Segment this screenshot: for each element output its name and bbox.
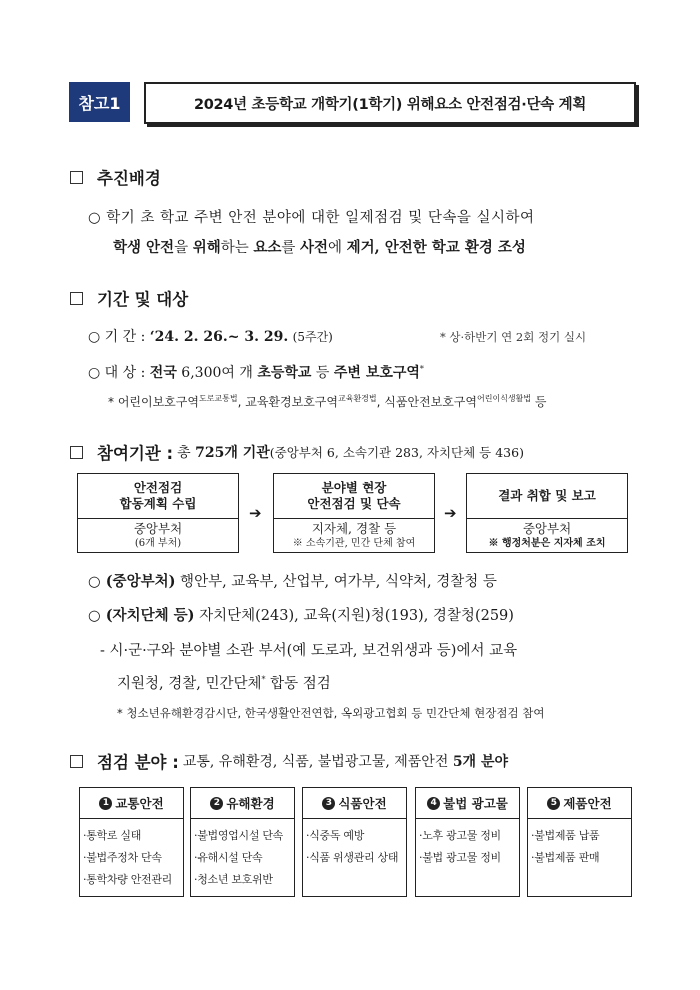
document-title: 2024년 초등학교 개학기(1학기) 위해요소 안전점검·단속 계획 xyxy=(144,82,636,124)
local-agencies-line: ○ (자치단체 등) 자치단체(243), 교육(지원)청(193), 경찰청(259) xyxy=(88,607,514,624)
period-line: ○ 기 간 : ‘24. 2. 26.~ 3. 29. (5주간) xyxy=(88,329,333,345)
field-box-food: 3 식품안전 ·식중독 예방 ·식품 위생관리 상태 xyxy=(302,787,407,897)
number-3-icon: 3 xyxy=(322,797,335,810)
list-item: ·노후 광고물 정비 xyxy=(419,829,501,842)
checkbox-square-icon xyxy=(70,446,83,459)
number-4-icon: 4 xyxy=(427,797,440,810)
list-item: ·식중독 예방 xyxy=(306,829,365,842)
list-item: ·통학차량 안전관리 xyxy=(83,873,173,886)
list-item: ·불법제품 판매 xyxy=(531,851,600,864)
arrow-right-icon: ➔ xyxy=(444,504,457,522)
central-agencies-line: ○ (중앙부처) 행안부, 교육부, 산업부, 여가부, 식약처, 경찰청 등 xyxy=(88,573,497,590)
section-agencies xyxy=(70,440,524,464)
zone-note: * 어린이보호구역$^{도로교통법}$, 교육환경보호구역$^{교육환경법}$, 식품안전보호구역$^{어린이식생활법}$ 등 xyxy=(108,394,547,409)
field-box-product: 5 제품안전 ·불법제품 납품 ·불법제품 판매 xyxy=(527,787,632,897)
field-box-traffic: 1 교통안전 ·통학로 실태 ·불법주정차 단속 ·통학차량 안전관리 xyxy=(79,787,184,897)
civil-note: * 청소년유해환경감시단, 한국생활안전연합, 옥외광고협회 등 민간단체 현장점검 참여 xyxy=(117,706,545,720)
dash-line-1: - 시·군·구와 분야별 소관 부서(예 도로과, 보건위생과 등)에서 교육 xyxy=(100,643,518,659)
section-heading: 기간 및 대상 xyxy=(97,290,189,309)
section-heading: 참여기관 : xyxy=(97,444,174,463)
section-heading: 점검 분야 : xyxy=(97,753,179,772)
section-fields xyxy=(70,749,508,773)
number-1-icon: 1 xyxy=(99,797,112,810)
flow-step-report: 결과 취합 및 보고 중앙부처 ※ 행정처분은 지자체 조치 xyxy=(466,473,628,553)
checkbox-square-icon xyxy=(70,292,83,305)
list-item: ·식품 위생관리 상태 xyxy=(306,851,399,864)
number-2-icon: 2 xyxy=(210,797,223,810)
list-item: ·불법영업시설 단속 xyxy=(194,829,284,842)
checkbox-square-icon xyxy=(70,171,83,184)
reference-tag: 참고1 xyxy=(69,82,130,122)
background-line-2: 학생 안전을 위해하는 요소를 사전에 제거, 안전한 학교 환경 조성 xyxy=(113,239,526,256)
checkbox-square-icon xyxy=(70,755,83,768)
dash-line-2: 지원청, 경찰, 민간단체* 합동 점검 xyxy=(117,675,331,692)
list-item: ·불법 광고물 정비 xyxy=(419,851,501,864)
list-item: ·청소년 보호위반 xyxy=(194,873,273,886)
number-5-icon: 5 xyxy=(547,797,560,810)
background-line-1: ○ 학기 초 학교 주변 안전 분야에 대한 일제점검 및 단속을 실시하여 xyxy=(88,210,535,226)
fields-summary: 교통, 유해환경, 식품, 불법광고물, 제품안전 5개 분야 xyxy=(182,754,508,770)
list-item: ·유해시설 단속 xyxy=(194,851,263,864)
section-background xyxy=(70,165,161,189)
field-box-hazard: 2 유해환경 ·불법영업시설 단속 ·유해시설 단속 ·청소년 보호위반 xyxy=(190,787,295,897)
list-item: ·불법주정차 단속 xyxy=(83,851,162,864)
flow-step-inspection: 분야별 현장 안전점검 및 단속 지자체, 경찰 등 ※ 소속기관, 민간 단체 참여 xyxy=(273,473,435,553)
list-item: ·불법제품 납품 xyxy=(531,829,600,842)
period-note: * 상·하반기 연 2회 정기 실시 xyxy=(440,330,587,344)
list-item: ·통학로 실태 xyxy=(83,829,142,842)
section-heading: 추진배경 xyxy=(97,169,161,188)
agencies-summary: 총 725개 기관(중앙부처 6, 소속기관 283, 자치단체 등 436) xyxy=(177,445,524,461)
field-box-ads: 4 불법 광고물 ·노후 광고물 정비 ·불법 광고물 정비 xyxy=(415,787,520,897)
target-line: ○ 대 상 : 전국 6,300여 개 초등학교 등 주변 보호구역* xyxy=(88,364,424,381)
flow-step-plan: 안전점검 합동계획 수립 중앙부처 (6개 부처) xyxy=(77,473,239,553)
section-period xyxy=(70,286,188,310)
arrow-right-icon: ➔ xyxy=(249,504,262,522)
